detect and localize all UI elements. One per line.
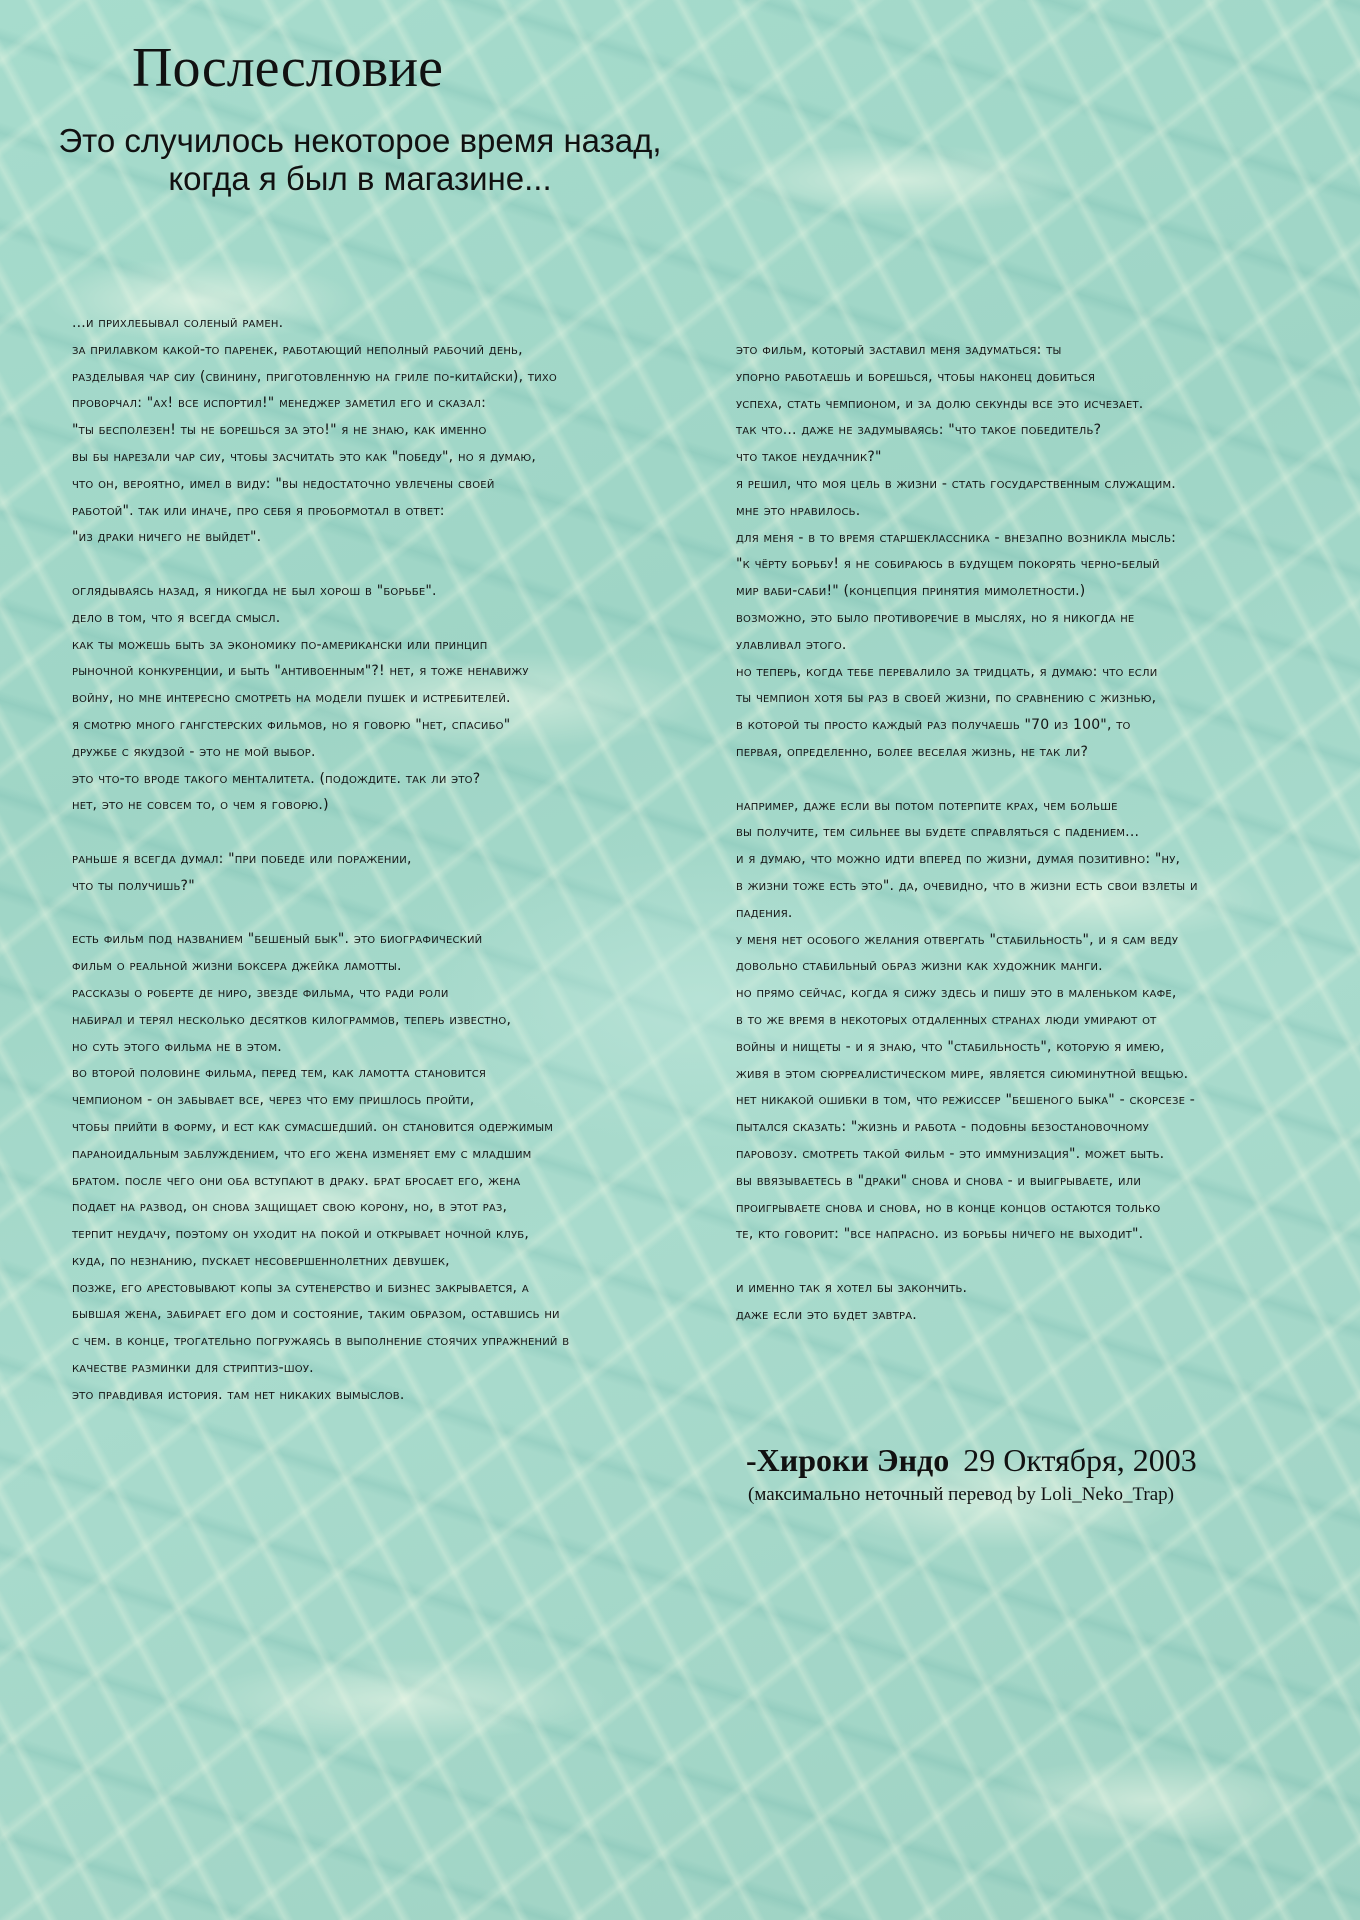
paragraph-gap: [736, 1248, 1346, 1275]
translation-credit: (максимально неточный перевод by Loli_Neko_Trap): [748, 1484, 1174, 1505]
author-signature: [746, 1442, 1197, 1479]
text-line: что ты получишь?": [72, 877, 195, 894]
left-text-column: [72, 310, 722, 1409]
text-line: довольно стабильный образ жизни как художник манги.: [736, 958, 1103, 975]
paragraph-gap: [736, 766, 1346, 793]
text-line: братом. после чего они оба вступают в драку. брат бросает его, жена: [72, 1172, 521, 1189]
text-line: это правдивая история. там нет никаких вымыслов.: [72, 1386, 405, 1403]
text-line: и я думаю, что можно идти вперед по жизни, думая позитивно: "ну,: [736, 851, 1181, 868]
text-line: дело в том, что я всегда смысл.: [72, 609, 281, 626]
text-line: разделывая чар сиу (свинину, приготовленную на гриле по-китайски), тихо: [72, 368, 557, 385]
text-line: за прилавком какой-то паренек, работающий неполный рабочий день,: [72, 341, 523, 358]
text-line: набирал и терял несколько десятков килограммов, теперь известно,: [72, 1011, 512, 1028]
text-line: и именно так я хотел бы закончить.: [736, 1279, 968, 1296]
text-line: это что-то вроде такого менталитета. (подождите. так ли это?: [72, 770, 481, 787]
text-line: войну, но мне интересно смотреть на модели пушек и истребителей.: [72, 690, 511, 707]
text-line: в жизни тоже есть это". да, очевидно, что в жизни есть свои взлеты и: [736, 877, 1198, 894]
text-line: куда, по незнанию, пускает несовершеннолетних девушек,: [72, 1252, 450, 1269]
text-line: у меня нет особого желания отвергать "стабильность", и я сам веду: [736, 931, 1179, 948]
text-line: но суть этого фильма не в этом.: [72, 1038, 282, 1055]
text-line: проворчал: "ах! все испортил!" менеджер заметил его и сказал:: [72, 395, 487, 412]
text-line: я решил, что моя цель в жизни - стать государственным служащим.: [736, 475, 1176, 492]
text-line: проигрываете снова и снова, но в конце концов остаются только: [736, 1199, 1161, 1216]
text-line: мне это нравилось.: [736, 502, 861, 519]
text-line: так что... даже не задумываясь: "что такое победитель?: [736, 422, 1102, 439]
text-line: как ты можешь быть за экономику по-американски или принцип: [72, 636, 488, 653]
text-line: те, кто говорит: "все напрасно. из борьбы ничего не выходит".: [736, 1226, 1144, 1243]
paragraph-gap: [72, 819, 722, 846]
text-line: что он, вероятно, имел в виду: "вы недостаточно увлечены своей: [72, 475, 495, 492]
text-line: дружбе с якудзой - это не мой выбор.: [72, 743, 316, 760]
subtitle-line: Это случилось некоторое время назад,: [58, 122, 662, 159]
text-line: подает на развод, он снова защищает свою корону, но, в этот раз,: [72, 1199, 508, 1216]
text-line: живя в этом сюрреалистическом мире, является сиюминутной вещью.: [736, 1065, 1189, 1082]
text-line: оглядываясь назад, я никогда не был хорош в "борьбе".: [72, 582, 437, 599]
text-line: нет, это не совсем то, о чем я говорю.): [72, 797, 329, 814]
text-line: но прямо сейчас, когда я сижу здесь и пишу это в маленьком кафе,: [736, 985, 1177, 1002]
text-line: есть фильм под названием "бешеный бык". это биографический: [72, 931, 483, 948]
author-name: -Хироки Эндо: [746, 1442, 950, 1478]
text-line: падения.: [736, 904, 793, 921]
text-line: это фильм, который заставил меня задуматься: ты: [736, 342, 1062, 358]
text-line: "ты бесполезен! ты не борешься за это!" я не знаю, как именно: [72, 422, 487, 439]
text-line: даже если это будет завтра.: [736, 1306, 917, 1323]
text-line: бывшая жена, забирает его дом и состояние, таким образом, оставшись ни: [72, 1306, 560, 1323]
text-line: вы бы нарезали чар сиу, чтобы засчитать это как "победу", но я думаю,: [72, 448, 537, 465]
text-line: ты чемпион хотя бы раз в своей жизни, по сравнению с жизнью,: [736, 690, 1157, 707]
text-line: "из драки ничего не выйдет".: [72, 529, 262, 546]
text-line: в то же время в некоторых отдаленных странах люди умирают от: [736, 1011, 1157, 1028]
text-line: например, даже если вы потом потерпите крах, чем больше: [736, 797, 1118, 814]
text-line: раньше я всегда думал: "при победе или поражении,: [72, 850, 412, 867]
text-line: но теперь, когда тебе перевалило за тридцать, я думаю: что если: [736, 663, 1158, 680]
text-line: я смотрю много гангстерских фильмов, но я говорю "нет, спасибо": [72, 716, 511, 733]
text-line: для меня - в то время старшеклассника - внезапно возникла мысль:: [736, 529, 1177, 546]
text-line: успеха, стать чемпионом, и за долю секунды все это исчезает.: [736, 395, 1144, 412]
text-line: рыночной конкуренции, и быть "антивоенным"?! нет, я тоже ненавижу: [72, 663, 529, 680]
text-line: качестве разминки для стриптиз-шоу.: [72, 1360, 314, 1377]
page-title: Послесловие: [132, 37, 443, 99]
text-line: упорно работаешь и борешься, чтобы наконец добиться: [736, 368, 1096, 385]
text-line: нет никакой ошибки в том, что режиссер "бешеного быка" - скорсезе -: [736, 1092, 1196, 1109]
text-line: первая, определенно, более веселая жизнь, не так ли?: [736, 743, 1089, 760]
paragraph-gap: [72, 551, 722, 578]
text-line: пытался сказать: "жизнь и работа - подобны безостановочному: [736, 1119, 1149, 1136]
text-line: "к чёрту борьбу! я не собираюсь в будущем покорять черно-белый: [736, 556, 1160, 573]
text-line: чтобы прийти в форму, и ест как сумасшедший. он становится одержимым: [72, 1118, 554, 1135]
signature-date: 29 Октября, 2003: [963, 1442, 1197, 1478]
text-line: с чем. в конце, трогательно погружаясь в выполнение стоячих упражнений в: [72, 1333, 570, 1350]
text-line: во второй половине фильма, перед тем, как ламотта становится: [72, 1065, 487, 1082]
text-line: параноидальным заблуждением, что его жена изменяет ему с младшим: [72, 1145, 532, 1162]
text-line: чемпионом - он забывает все, через что ему пришлось пройти,: [72, 1092, 475, 1109]
right-text-column: [736, 337, 1346, 1328]
text-line: ...и прихлебывал соленый рамен.: [72, 315, 284, 331]
text-line: фильм о реальной жизни боксера джейка ламотты.: [72, 958, 402, 975]
text-line: в которой ты просто каждый раз получаешь "70 из 100", то: [736, 717, 1131, 734]
text-line: войны и нищеты - и я знаю, что "стабильность", которую я имею,: [736, 1038, 1165, 1055]
text-line: работой". так или иначе, про себя я пробормотал в ответ:: [72, 502, 445, 519]
text-line: позже, его арестовывают копы за сутенерство и бизнес закрывается, а: [72, 1279, 529, 1296]
page-subtitle: [30, 122, 690, 198]
text-line: возможно, это было противоречие в мыслях, но я никогда не: [736, 609, 1135, 626]
text-line: рассказы о роберте де ниро, звезде фильма, что ради роли: [72, 984, 449, 1001]
text-line: мир ваби-саби!" (концепция принятия мимолетности.): [736, 583, 1086, 600]
text-line: терпит неудачу, поэтому он уходит на покой и открывает ночной клуб,: [72, 1226, 530, 1243]
text-line: улавливал этого.: [736, 636, 847, 653]
paragraph-gap: [72, 900, 722, 927]
subtitle-line: когда я был в магазине...: [168, 160, 552, 197]
text-line: вы ввязываетесь в "драки" снова и снова - и выигрываете, или: [736, 1172, 1142, 1189]
text-line: вы получите, тем сильнее вы будете справляться с падением...: [736, 824, 1140, 841]
text-line: что такое неудачник?": [736, 449, 882, 466]
text-line: паровозу. смотреть такой фильм - это иммунизация". может быть.: [736, 1145, 1165, 1162]
